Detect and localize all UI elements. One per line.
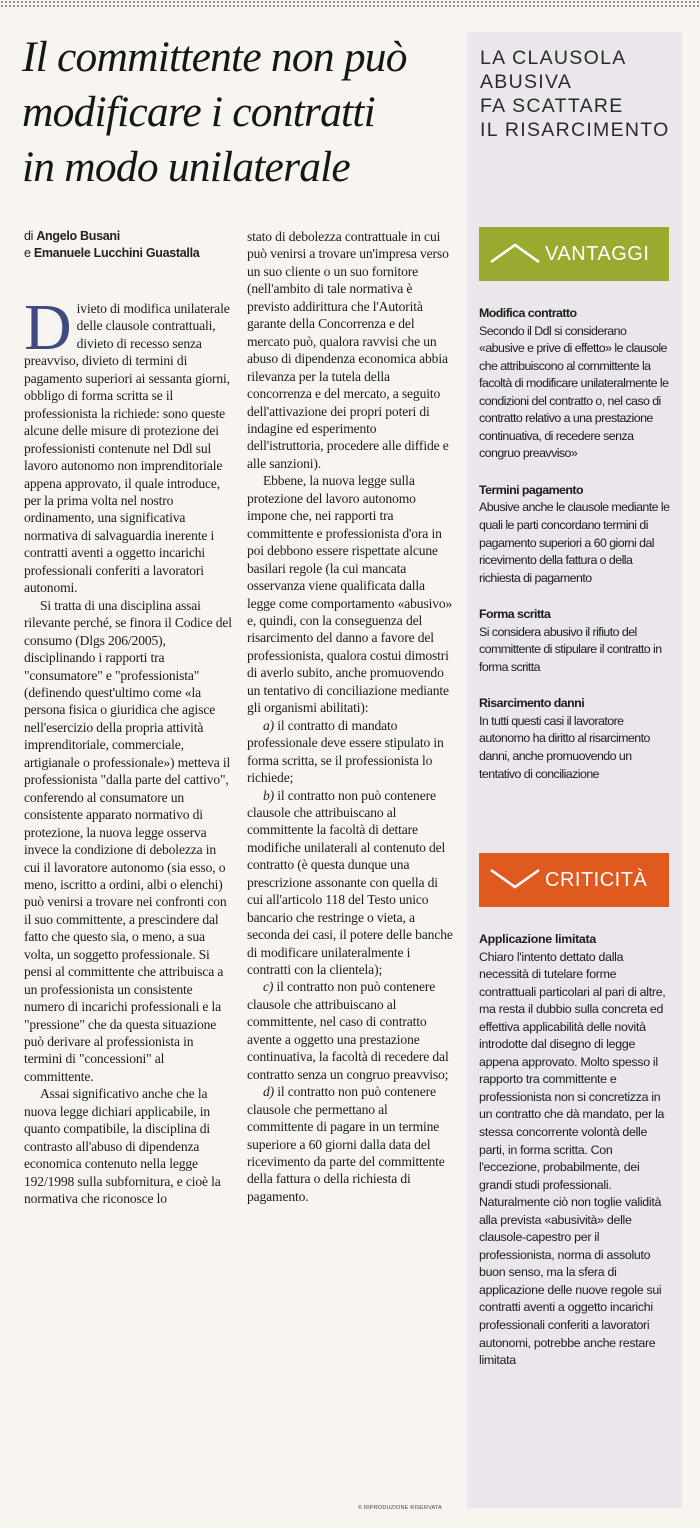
- article-paragraph: stato di debolezza contrattuale in cui può venirsi a trovare un'impresa verso un suo cliente o un suo fornitore (nell'ambito di tale normativa è previsto addirittura che l'Autorità garante della Concorrenza e del mercato può, qualora ravvisi che un abuso di dipendenza economica abbia rilevanza per la tutela della concorrenza e del mercato, a seguito dell'attivazione dei propri poteri di indagine ed esperimento dell'istruttoria, procedere alle diffide e alle sanzioni).: [247, 229, 449, 471]
- rule-text: il contratto di mandato professionale deve essere stipulato in forma scritta, se il professionista lo richiede;: [247, 717, 444, 786]
- article-paragraph: [24, 291, 232, 597]
- article-column-2: [247, 228, 453, 1205]
- item-text: Si considera abusivo il rifiuto del committente di stipulare il contratto in forma scritta: [479, 624, 662, 674]
- sidebar-title: [480, 46, 680, 142]
- item-text: In tutti questi casi il lavoratore autonomo ha diritto al risarcimento danni, anche promuovendo un tentativo di conciliazione: [479, 713, 650, 781]
- byline-prefix: e: [24, 246, 34, 260]
- article-column-1: [24, 291, 232, 1208]
- headline-line: modificare i contratti: [22, 88, 375, 136]
- rule-item: [247, 978, 453, 1083]
- article-paragraph: Ebbene, la nuova legge sulla protezione del lavoro autonomo impone che, nei rapporti tra committente e professionista d'ora in poi debbono essere rispettate alcune basilari regole (la cui mancata osservanza viene qualificata dalla legge come comportamento «abusivo» e, quindi, con la conseguenza del risarcimento del danno a favore del professionista, qualora costui dimostri di averlo subito, anche promuovendo un tentativo di conciliazione mediante gli organismi abilitati):: [247, 473, 453, 716]
- rule-item: [247, 787, 453, 979]
- list-item: [479, 606, 674, 676]
- chevron-down-icon: [489, 866, 541, 892]
- list-item: [479, 931, 674, 1370]
- list-item: [479, 695, 674, 783]
- cons-label: CRITICITÀ: [545, 869, 648, 891]
- pros-list: [479, 305, 674, 802]
- rule-text: il contratto non può contenere clausole che permettano al committente di pagare in un termine superiore a 60 giorni dalla data del ricevimento da parte del committente della fattura o della richiesta di pagamento.: [247, 1084, 445, 1204]
- headline-line: Il committente non può: [22, 33, 407, 81]
- top-dotted-rule: [0, 0, 700, 8]
- item-title: Modifica contratto: [479, 306, 577, 320]
- sidebar-title-line: IL RISARCIMENTO: [480, 119, 670, 141]
- item-title: Termini pagamento: [479, 482, 584, 497]
- item-text: Secondo il Ddl si considerano «abusive e prive di effetto» le clausole che attribuiscono al committente la facoltà di modificare unilateralmente le condizioni del contratto o, nel caso di contratto relativo a una prestazione continuativa, di recedere senza congruo preavviso»: [479, 323, 669, 461]
- rule-letter: b): [263, 787, 275, 803]
- cons-header: [479, 853, 669, 907]
- pros-label: VANTAGGI: [545, 243, 650, 265]
- pros-header: [479, 227, 669, 281]
- list-item: [479, 305, 674, 463]
- headline: [22, 30, 462, 195]
- article-paragraph: Si tratta di una disciplina assai rilevante perché, se finora il Codice del consumo (Dlgs 206/2005), disciplinando i rapporti tra "consumatore" e "professionista" (definendo quest'ultimo come «la persona fisica o giuridica che agisce nell'esercizio della propria attività imprenditoriale, commerciale, artigianale o professionale») metteva il professionista "dalla parte del cattivo", conferendo al consumatore un consistente apparato normativo di protezione, la nuova legge osserva invece la condizione di debolezza in cui il lavoratore autonomo (sia esso, o meno, iscritto a ordini, albi o elenchi) può venirsi a trovare nei confronti con il suo committente, a prescindere dal fatto che questo sia, o meno, a sua volta, un soggetto professionale. Si pensi al committente che attribuisca a un professionista un consistente numero di incarichi professionali e la "pressione" che da questa situazione può derivare al professionista in termini di "concessioni" al committente.: [24, 597, 232, 1084]
- sidebar-title-line: ABUSIVA: [480, 71, 573, 93]
- article-paragraph: Assai significativo anche che la nuova legge dichiari applicabile, in quanto compatibile, la disciplina di contrasto all'abuso di dipendenza economica contenuto nella legge 192/1998 sulla subfornitura, e cioè la normativa che riconosce lo: [24, 1086, 221, 1207]
- list-item: [479, 482, 674, 587]
- paragraph-text: ivieto di modifica unilaterale delle clausole contrattuali, divieto di recesso senza preavviso, divieto di termini di pagamento superiori ai sessanta giorni, obbligo di forma scritta se il professionista la richiede: sono queste alcune delle misure di protezione dei professionisti contenute nel Ddl sul lavoro autonomo non imprenditoriale appena approvato, il quale introduce, per la prima volta nel nostro ordinamento, una significativa normativa di salvaguardia inerente i contratti aventi a oggetto incarichi professionali conferiti a lavoratori autonomi.: [24, 301, 230, 596]
- rule-item: [247, 717, 453, 787]
- rule-text: il contratto non può contenere clausole che attribuiscano al committente, nel caso di contratto avente a oggetto una prestazione continuativa, la facoltà di recedere dal contratto senza un congruo preavviso;: [247, 979, 449, 1082]
- byline-prefix: di: [24, 229, 37, 243]
- sidebar-box: [467, 32, 682, 1508]
- author-name: Emanuele Lucchini Guastalla: [33, 246, 200, 260]
- chevron-up-icon: [489, 240, 541, 266]
- item-text: Abusive anche le clausole mediante le quali le parti concordano termini di pagamento superiori a 60 giorni dal ricevimento della fattura o della richiesta di pagamento: [479, 500, 670, 585]
- byline: [24, 228, 224, 262]
- item-title: Applicazione limitata: [479, 932, 596, 946]
- item-title: Risarcimento danni: [479, 696, 585, 711]
- headline-line: in modo unilaterale: [22, 143, 350, 191]
- item-title: Forma scritta: [479, 607, 551, 622]
- sidebar-title-line: LA CLAUSOLA: [480, 47, 627, 69]
- author-name: Angelo Busani: [36, 229, 120, 243]
- drop-cap: D: [24, 291, 72, 364]
- rule-letter: d): [263, 1084, 275, 1100]
- item-text: Chiaro l'intento dettato dalla necessità di tutelare forme contrattuali particolari al pari di altre, ma resta il dubbio sulla concreta ed effettiva applicabilità delle novità introdotte dal disegno di legge appena approvato. Molto spesso il rapporto tra committente e professionista non si concretizza in un contratto che dà mandato, per la stessa concorrente volontà delle parti, in forma scritta. Con l'eccezione, probabilmente, dei grandi studi professionali. Naturalmente ciò non toglie validità alla prevista «abusività» delle clausole-capestro per il professionista, norma di assoluto buon senso, ma la sfera di applicazione delle nuove regole sui contratti aventi a oggetto incarichi professionali conferiti a lavoratori autonomi, potrebbe anche restare limitata: [479, 949, 666, 1368]
- rule-letter: c): [263, 979, 274, 995]
- copyright-notice: © RIPRODUZIONE RISERVATA: [358, 1505, 442, 1511]
- rule-item: [247, 1083, 453, 1205]
- cons-list: [479, 931, 674, 1389]
- sidebar-title-line: FA SCATTARE: [480, 95, 624, 117]
- rule-text: il contratto non può contenere clausole che attribuiscano al committente la facoltà di dettare modifiche unilaterali al contenuto del contratto (è questa dunque una prescrizione assonante con quella di cui all'articolo 118 del Testo unico bancario che restringe o vieta, a seconda dei casi, il potere delle banche di modificare unilateralmente i contratti con la clientela);: [247, 787, 453, 978]
- rule-letter: a): [263, 717, 275, 733]
